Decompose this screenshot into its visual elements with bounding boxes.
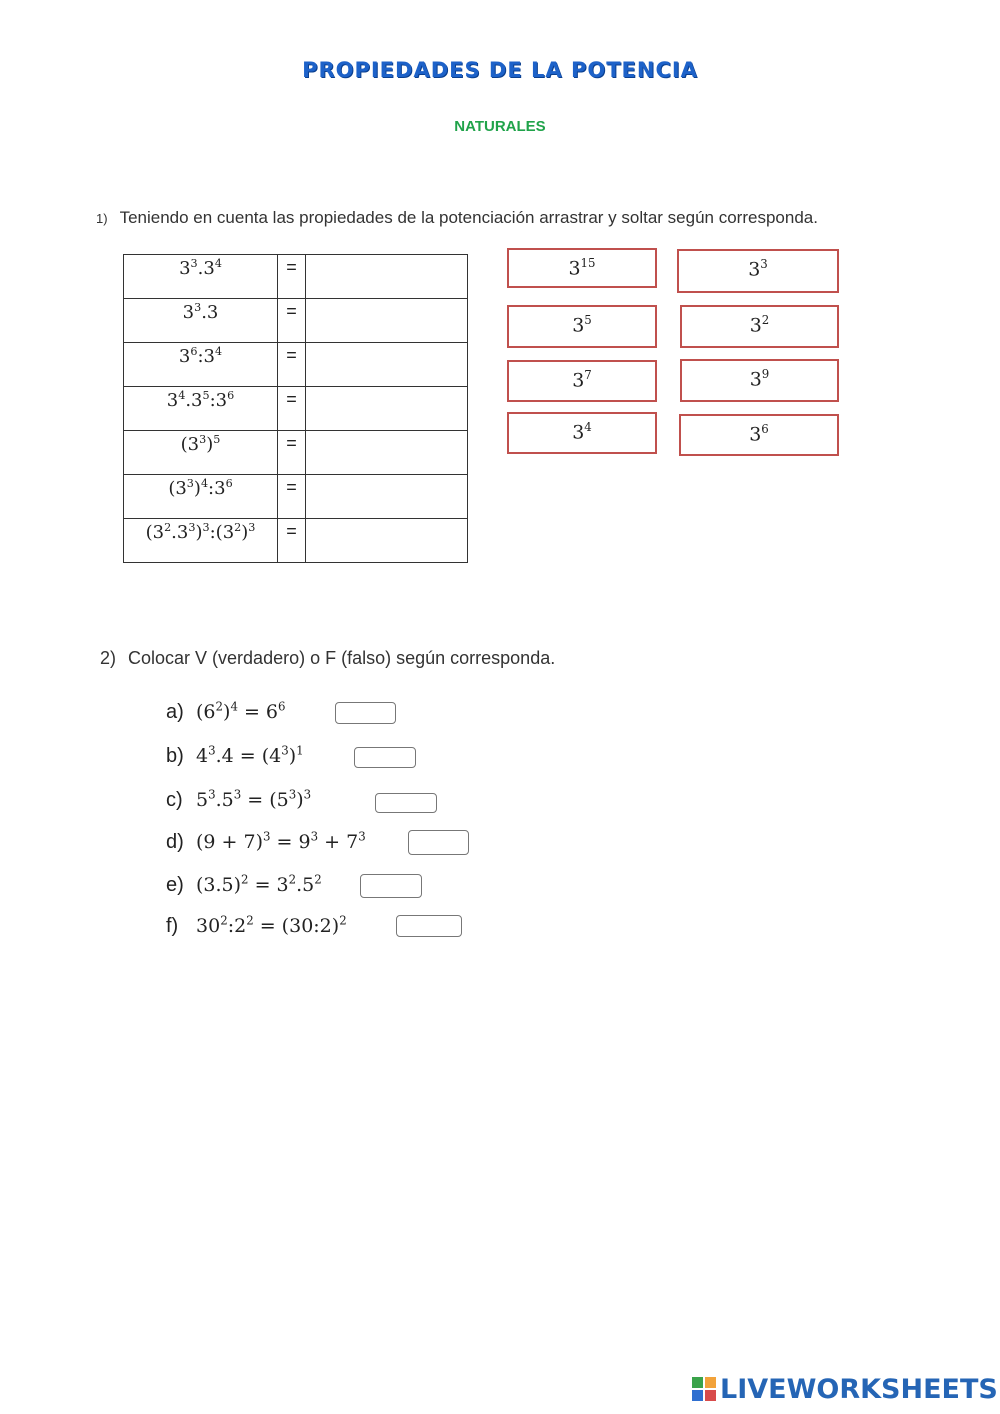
table-row bbox=[124, 255, 468, 299]
true-false-input[interactable] bbox=[360, 874, 422, 898]
drop-zone[interactable] bbox=[306, 343, 468, 387]
table-row bbox=[124, 475, 468, 519]
question-2-number: 2) bbox=[100, 648, 117, 668]
question-2-prompt bbox=[100, 648, 555, 669]
question-1-text: Teniendo en cuenta las propiedades de la potenciación arrastrar y soltar según corresponda. bbox=[119, 208, 818, 227]
list-item bbox=[166, 914, 347, 950]
list-item bbox=[166, 830, 366, 866]
drop-zone[interactable] bbox=[306, 431, 468, 475]
power-expression: $(3^3)^4:3^6$ bbox=[124, 475, 278, 519]
draggable-answer-option[interactable]: $3^2$ bbox=[680, 305, 839, 348]
equals-sign: = bbox=[278, 343, 306, 387]
true-false-input[interactable] bbox=[335, 702, 396, 724]
table-row bbox=[124, 343, 468, 387]
drop-zone[interactable] bbox=[306, 255, 468, 299]
draggable-answer-option[interactable]: $3^{15}$ bbox=[507, 248, 657, 288]
item-expression: $5^3.5^3 = (5^3)^3$ bbox=[196, 788, 312, 812]
draggable-answer-option[interactable]: $3^9$ bbox=[680, 359, 839, 402]
list-item bbox=[166, 700, 286, 736]
page-title: PROPIEDADES DE LA POTENCIA bbox=[302, 58, 698, 82]
item-expression: $30^2:2^2$ = (30:2)$^2$ bbox=[196, 914, 347, 938]
true-false-input[interactable] bbox=[408, 830, 469, 855]
liveworksheets-icon bbox=[692, 1377, 716, 1401]
power-expression: $3^3.3$ bbox=[124, 299, 278, 343]
question-1-prompt bbox=[96, 208, 818, 228]
power-expression: $(3^3)^5$ bbox=[124, 431, 278, 475]
equals-sign: = bbox=[278, 519, 306, 563]
table-row bbox=[124, 431, 468, 475]
power-expression: $3^4.3^5:3^6$ bbox=[124, 387, 278, 431]
item-letter: f) bbox=[166, 915, 179, 938]
liveworksheets-logo bbox=[692, 1374, 998, 1405]
true-false-input[interactable] bbox=[375, 793, 437, 813]
list-item bbox=[166, 873, 322, 909]
item-letter: e) bbox=[166, 874, 184, 897]
drop-zone[interactable] bbox=[306, 475, 468, 519]
drop-zone[interactable] bbox=[306, 299, 468, 343]
true-false-input[interactable] bbox=[396, 915, 462, 937]
page-subtitle: NATURALES bbox=[454, 118, 546, 135]
draggable-answer-option[interactable]: $3^6$ bbox=[679, 414, 839, 456]
drop-zone[interactable] bbox=[306, 387, 468, 431]
table-row bbox=[124, 387, 468, 431]
drop-zone[interactable] bbox=[306, 519, 468, 563]
draggable-answer-option[interactable]: $3^5$ bbox=[507, 305, 657, 348]
true-false-input[interactable] bbox=[354, 747, 416, 768]
table-row bbox=[124, 299, 468, 343]
equals-sign: = bbox=[278, 431, 306, 475]
power-expression: $3^3.3^4$ bbox=[124, 255, 278, 299]
item-expression: $(3.5)^2 = 3^2.5^2$ bbox=[196, 873, 322, 897]
item-expression: $(9 + 7)^3 = 9^3 + 7^3$ bbox=[196, 830, 366, 854]
item-expression: $4^3.4 = (4^3)^1$ bbox=[196, 744, 304, 768]
power-expression: $(3^2.3^3)^3:(3^2)^3$ bbox=[124, 519, 278, 563]
question-1-number: 1) bbox=[96, 211, 108, 226]
list-item bbox=[166, 744, 304, 780]
item-letter: a) bbox=[166, 701, 184, 724]
table-row bbox=[124, 519, 468, 563]
equals-sign: = bbox=[278, 299, 306, 343]
equals-sign: = bbox=[278, 255, 306, 299]
draggable-answer-option[interactable]: $3^7$ bbox=[507, 360, 657, 402]
list-item bbox=[166, 788, 311, 824]
draggable-answer-option[interactable]: $3^3$ bbox=[677, 249, 839, 293]
item-letter: c) bbox=[166, 789, 183, 812]
question-2-text: Colocar V (verdadero) o F (falso) según corresponda. bbox=[128, 648, 556, 668]
equals-sign: = bbox=[278, 387, 306, 431]
item-letter: b) bbox=[166, 745, 184, 768]
properties-table bbox=[123, 254, 468, 563]
item-expression: $(6^2)^4 = 6^6$ bbox=[196, 700, 286, 724]
power-expression: $3^6:3^4$ bbox=[124, 343, 278, 387]
item-letter: d) bbox=[166, 831, 184, 854]
draggable-answer-option[interactable]: $3^4$ bbox=[507, 412, 657, 454]
equals-sign: = bbox=[278, 475, 306, 519]
brand-name: LIVEWORKSHEETS bbox=[720, 1374, 998, 1405]
